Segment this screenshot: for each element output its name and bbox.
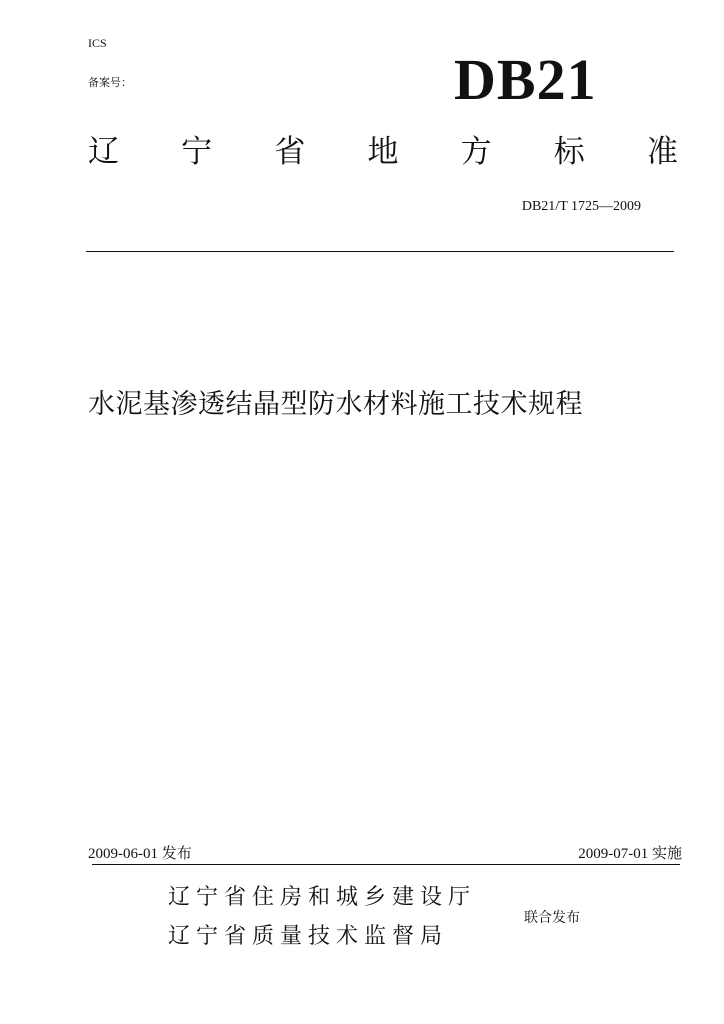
implementation-date: 2009-07-01 实施 — [578, 846, 682, 862]
standard-type-char: 宁 — [181, 134, 213, 170]
standard-type-char: 标 — [553, 134, 585, 170]
top-divider — [86, 251, 674, 252]
ics-label: ICS — [88, 36, 107, 50]
issuer-line-2: 辽宁省质量技术监督局 — [168, 924, 449, 949]
standard-logo: DB21 — [454, 47, 597, 112]
standard-type-heading — [88, 132, 678, 172]
standard-type-char: 省 — [274, 134, 306, 170]
issuer-line-1: 辽宁省住房和城乡建设厅 — [168, 885, 477, 910]
issue-date: 2009-06-01 发布 — [88, 846, 192, 862]
standard-type-char: 准 — [646, 134, 678, 170]
standard-number: DB21/T 1725—2009 — [521, 199, 641, 214]
filing-number-label: 备案号： — [88, 76, 132, 89]
bottom-divider — [92, 864, 680, 865]
standard-type-char: 辽 — [88, 134, 119, 170]
document-title: 水泥基渗透结晶型防水材料施工技术规程 — [88, 389, 583, 420]
standard-type-char: 方 — [460, 134, 492, 170]
standard-type-char: 地 — [367, 134, 399, 170]
joint-issue-label: 联合发布 — [524, 910, 580, 926]
